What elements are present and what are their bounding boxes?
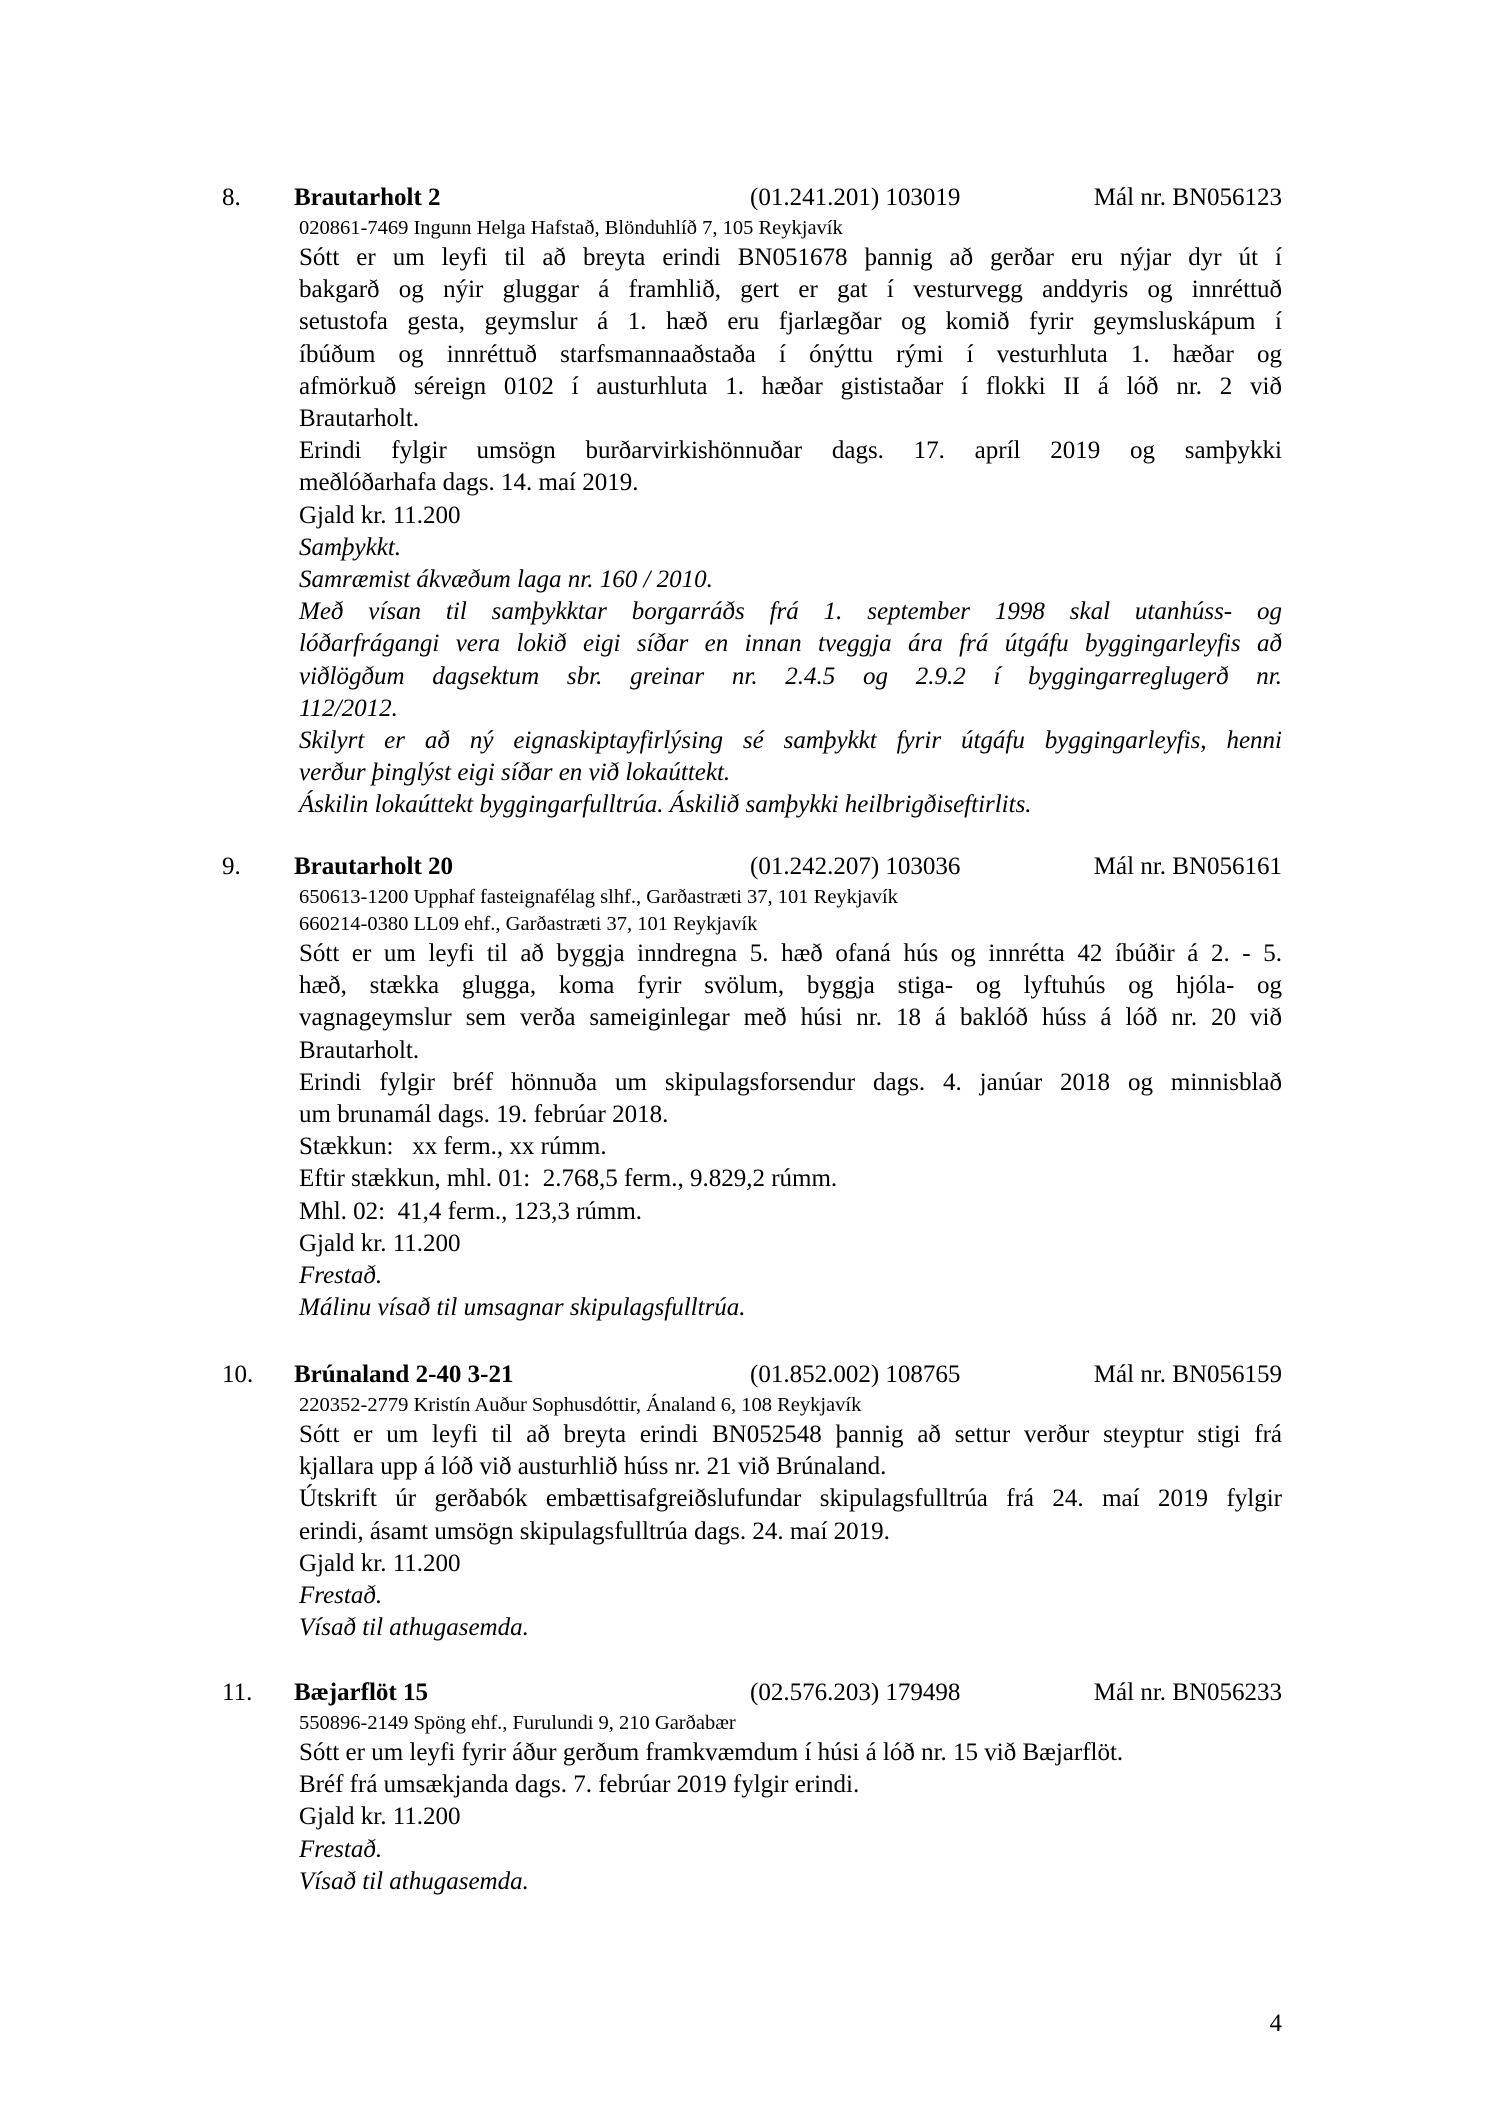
text-line: Brautarholt.: [299, 1036, 420, 1064]
text-line: meðlóðarhafa dags. 14. maí 2019.: [299, 469, 639, 497]
land-number: (01.242.207) 103036: [750, 853, 961, 880]
decision-line: viðlögðum dagsektum sbr. greinar nr. 2.4.5 og 2.9.2 í byggingarreglugerð nr.: [299, 662, 1282, 690]
case-entry: [222, 850, 1282, 1324]
case-address: Brautarholt 2: [294, 184, 441, 211]
case-entry: [222, 1358, 1282, 1644]
case-address: Brautarholt 20: [294, 853, 454, 880]
case-number: 9.: [222, 853, 241, 880]
applicant: 020861-7469 Ingunn Helga Hafstað, Blönduhlíð 7, 105 Reykjavík: [299, 217, 843, 239]
text-line: íbúðum og innréttuð starfsmannaaðstaða í ónýttu rými í vesturhluta 1. hæðar og: [299, 340, 1282, 368]
decision-line: 112/2012.: [299, 694, 398, 722]
decision-line: verður þinglýst eigi síðar en við lokaúttekt.: [299, 759, 731, 787]
text-line: Sótt er um leyfi til að byggja inndregna 5. hæð ofaná hús og innrétta 42 íbúðir á 2. - 5.: [299, 940, 1282, 967]
case-body: [299, 884, 1282, 1324]
case-address: Brúnaland 2-40 3-21: [294, 1361, 514, 1388]
text-line: Eftir stækkun, mhl. 01: 2.768,5 ferm., 9.829,2 rúmm.: [299, 1165, 838, 1193]
decision-line: Samræmist ákvæðum laga nr. 160 / 2010.: [299, 566, 713, 594]
text-line: bakgarð og nýir gluggar á framhlið, gert er gat í vesturvegg anddyris og innréttuð: [299, 276, 1282, 304]
page-number: 4: [1269, 2010, 1282, 2037]
text-line: erindi, ásamt umsögn skipulagsfulltrúa dags. 24. maí 2019.: [299, 1517, 890, 1545]
text-line: um brunamál dags. 19. febrúar 2018.: [299, 1101, 669, 1129]
decision-line: Vísað til athugasemda.: [299, 1867, 529, 1895]
text-line: kjallara upp á lóð við austurhlið húss nr. 21 við Brúnaland.: [299, 1453, 887, 1481]
decision-line: Frestað.: [299, 1262, 383, 1290]
decision-line: Með vísan til samþykktar borgarráðs frá 1. september 1998 skal utanhúss- og: [299, 598, 1282, 626]
fee-line: Gjald kr. 11.200: [299, 1549, 461, 1577]
case-header: [222, 1358, 1282, 1392]
text-line: Erindi fylgir bréf hönnuða um skipulagsforsendur dags. 4. janúar 2018 og minnisblað: [299, 1068, 1282, 1096]
case-header: [222, 850, 1282, 884]
applicant: 660214-0380 LL09 ehf., Garðastræti 37, 101 Reykjavík: [299, 913, 758, 935]
decision-line: Áskilin lokaúttekt byggingarfulltrúa. Áskilið samþykki heilbrigðiseftirlits.: [299, 791, 1032, 819]
case-reference: Mál nr. BN056161: [1093, 853, 1282, 880]
land-number: (01.852.002) 108765: [750, 1361, 961, 1388]
applicant: 650613-1200 Upphaf fasteignafélag slhf., Garðastræti 37, 101 Reykjavík: [299, 886, 898, 908]
text-line: Bréf frá umsækjanda dags. 7. febrúar 2019 fylgir erindi.: [299, 1771, 860, 1799]
case-number: 11.: [222, 1679, 253, 1706]
case-reference: Mál nr. BN056123: [1093, 184, 1282, 211]
land-number: (01.241.201) 103019: [750, 184, 961, 211]
text-line: Sótt er um leyfi til að breyta erindi BN051678 þannig að gerðar eru nýjar dyr út í: [299, 244, 1282, 271]
case-entry: [222, 181, 1282, 822]
case-reference: Mál nr. BN056233: [1093, 1679, 1282, 1706]
text-line: Stækkun: xx ferm., xx rúmm.: [299, 1133, 607, 1161]
applicant: 550896-2149 Spöng ehf., Furulundi 9, 210 Garðabær: [299, 1712, 736, 1734]
land-number: (02.576.203) 179498: [750, 1679, 961, 1706]
case-body: [299, 215, 1282, 822]
case-number: 8.: [222, 184, 241, 211]
decision-line: Málinu vísað til umsagnar skipulagsfulltrúa.: [299, 1294, 746, 1322]
text-line: Sótt er um leyfi fyrir áður gerðum framkvæmdum í húsi á lóð nr. 15 við Bæjarflöt.: [299, 1739, 1124, 1766]
decision-line: Skilyrt er að ný eignaskiptayfirlýsing sé samþykkt fyrir útgáfu byggingarleyfis, henni: [299, 727, 1282, 755]
fee-line: Gjald kr. 11.200: [299, 501, 461, 529]
case-address: Bæjarflöt 15: [294, 1679, 428, 1706]
text-line: Sótt er um leyfi til að breyta erindi BN052548 þannig að settur verður steyptur stigi frá: [299, 1421, 1282, 1448]
text-line: Útskrift úr gerðabók embættisafgreiðslufundar skipulagsfulltrúa frá 24. maí 2019 fylgir: [299, 1485, 1282, 1513]
text-line: Brautarholt.: [299, 405, 420, 433]
text-line: Erindi fylgir umsögn burðarvirkishönnuðar dags. 17. apríl 2019 og samþykki: [299, 437, 1282, 465]
case-entry: [222, 1676, 1282, 1898]
case-number: 10.: [222, 1361, 254, 1388]
case-header: [222, 181, 1282, 215]
decision-line: lóðarfrágangi vera lokið eigi síðar en innan tveggja ára frá útgáfu byggingarleyfis að: [299, 630, 1282, 658]
text-line: vagnageymslur sem verða sameiginlegar með húsi nr. 18 á baklóð húss á lóð nr. 20 við: [299, 1004, 1282, 1032]
text-line: setustofa gesta, geymslur á 1. hæð eru fjarlægðar og komið fyrir geymsluskápum í: [299, 308, 1282, 336]
decision-line: Frestað.: [299, 1582, 383, 1610]
text-line: Mhl. 02: 41,4 ferm., 123,3 rúmm.: [299, 1197, 643, 1225]
case-header: [222, 1676, 1282, 1710]
decision-line: Vísað til athugasemda.: [299, 1614, 529, 1642]
fee-line: Gjald kr. 11.200: [299, 1803, 461, 1831]
text-line: hæð, stækka glugga, koma fyrir svölum, byggja stiga- og lyftuhús og hjóla- og: [299, 972, 1282, 1000]
text-line: afmörkuð séreign 0102 í austurhluta 1. hæðar gististaðar í flokki II á lóð nr. 2 við: [299, 372, 1282, 400]
applicant: 220352-2779 Kristín Auður Sophusdóttir, Ánaland 6, 108 Reykjavík: [299, 1394, 862, 1416]
decision-line: Samþykkt.: [299, 533, 402, 561]
case-body: [299, 1710, 1282, 1898]
case-body: [299, 1392, 1282, 1644]
fee-line: Gjald kr. 11.200: [299, 1229, 461, 1257]
decision-line: Frestað.: [299, 1835, 383, 1863]
case-reference: Mál nr. BN056159: [1093, 1361, 1282, 1388]
